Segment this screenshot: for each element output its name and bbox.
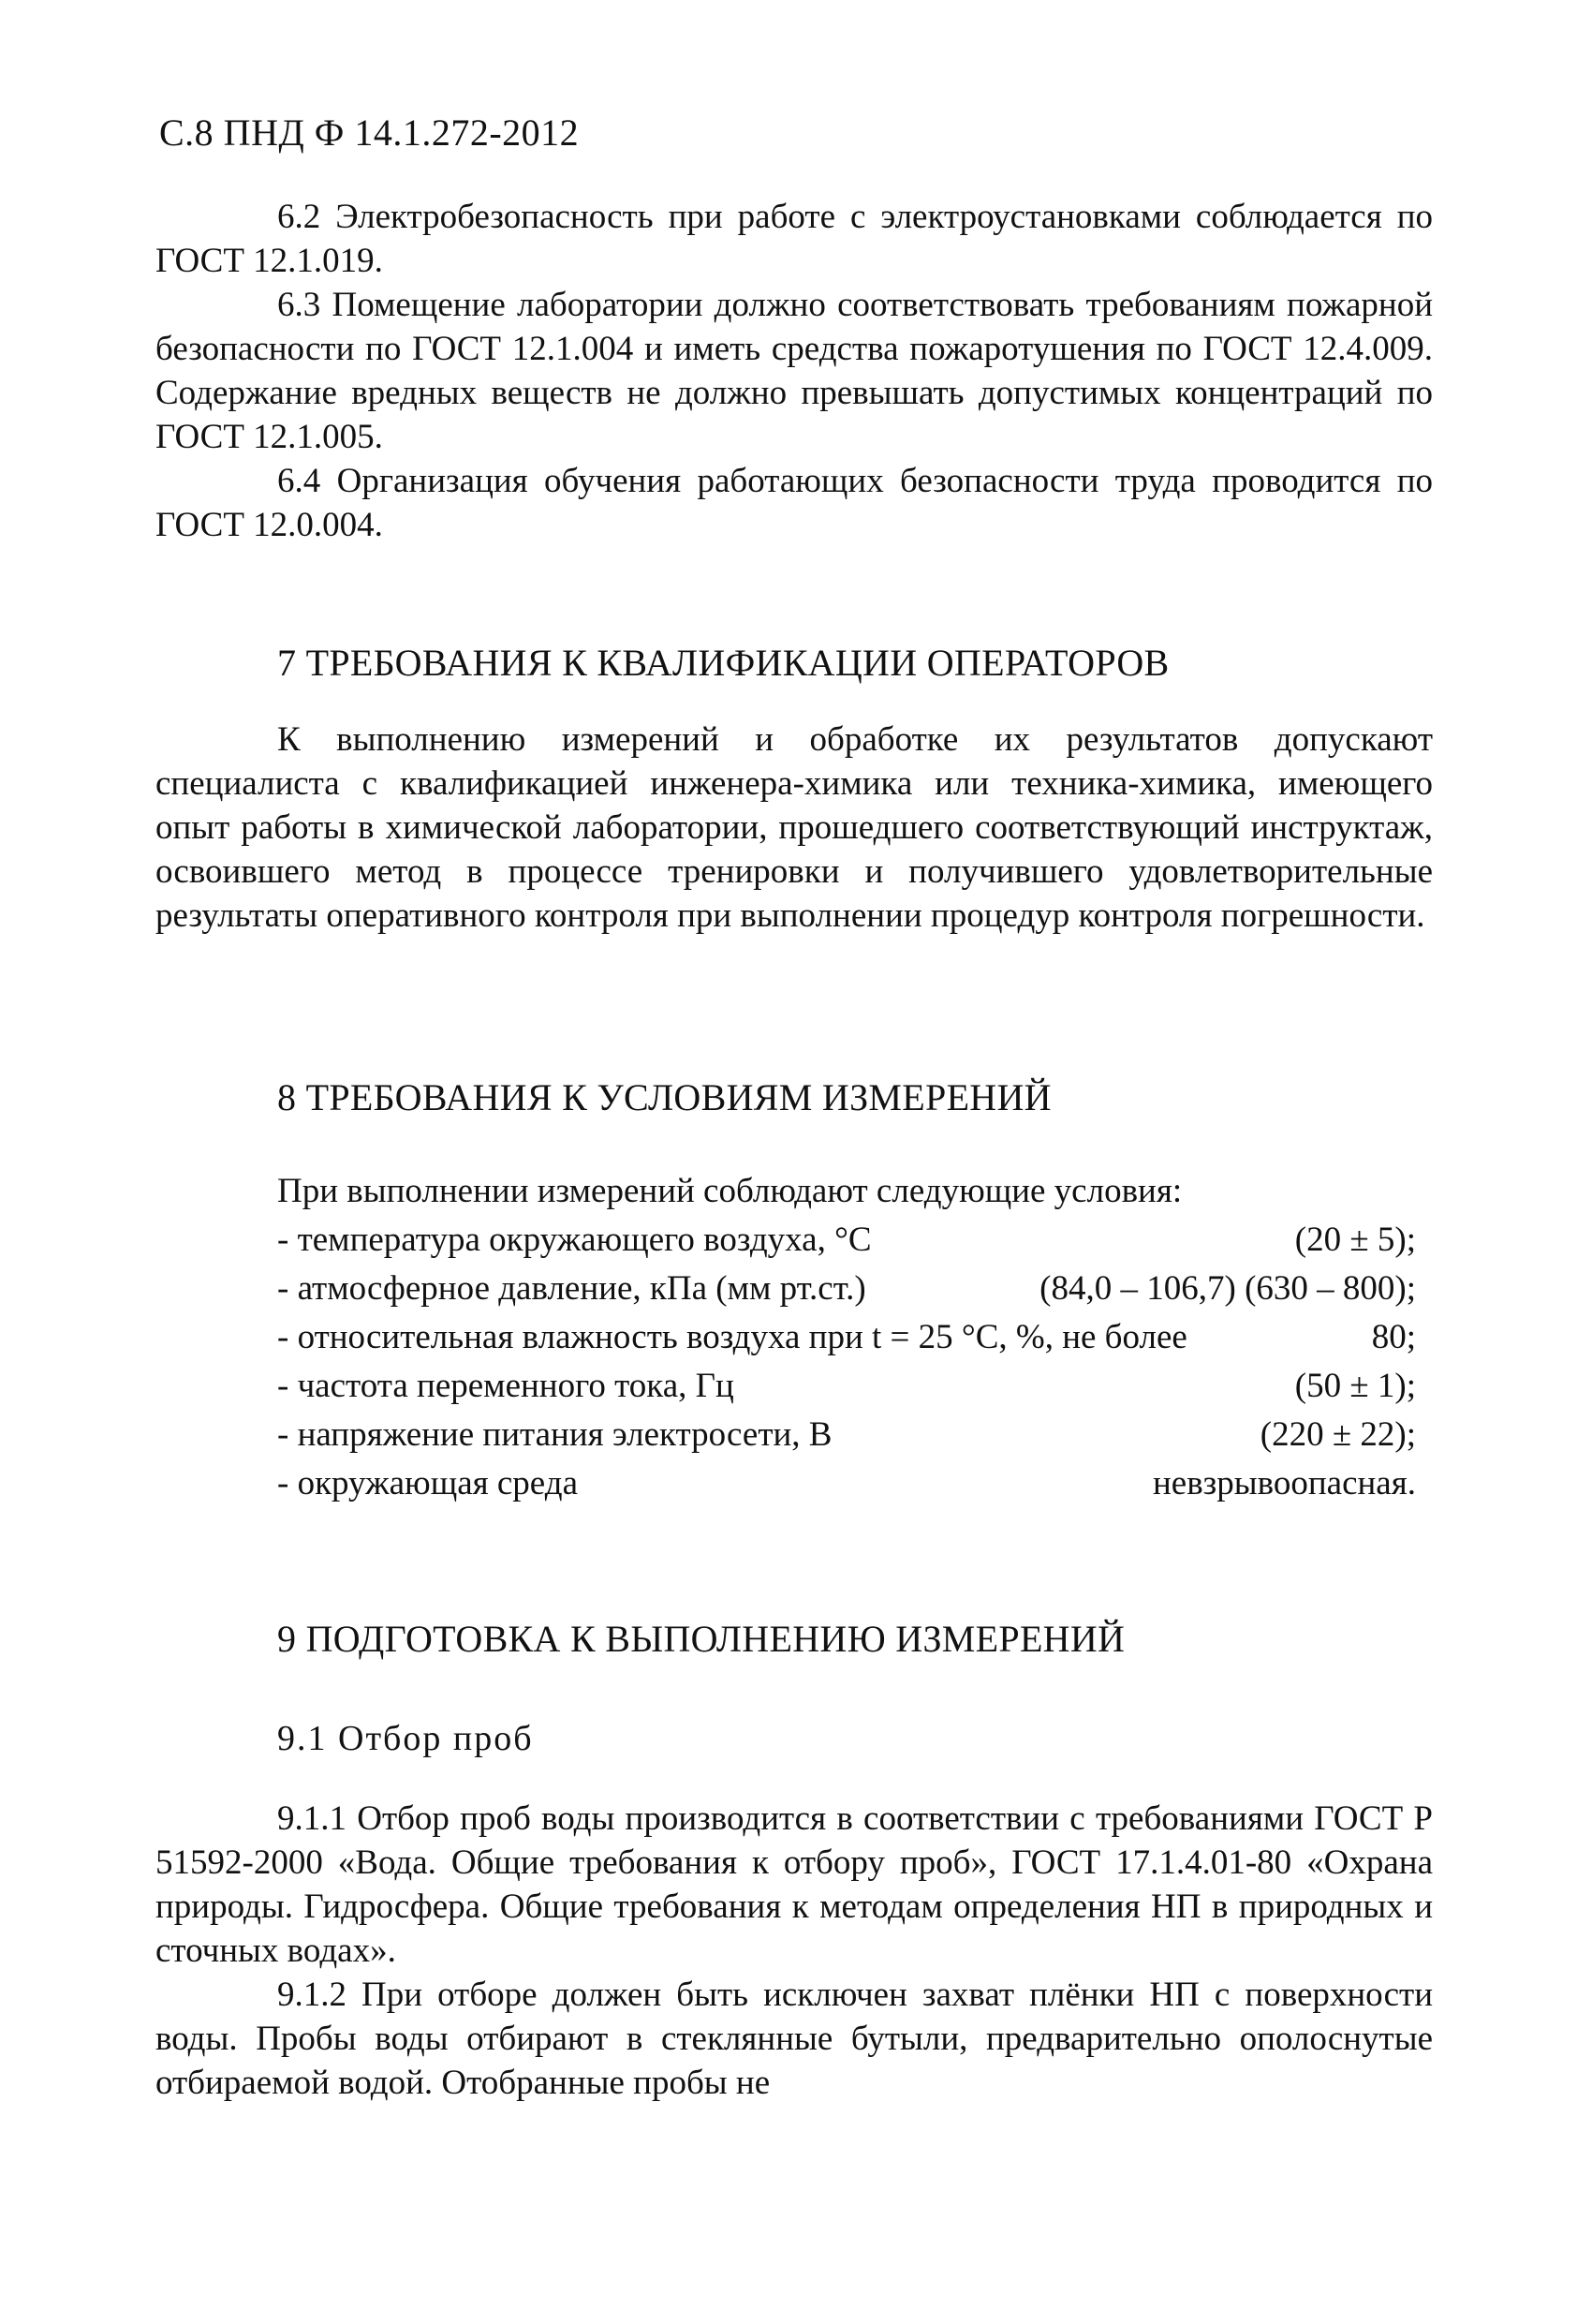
page-header: С.8 ПНД Ф 14.1.272-2012	[159, 111, 580, 154]
condition-label: - окружающая среда	[277, 1464, 578, 1502]
condition-value: 80;	[1371, 1318, 1416, 1356]
condition-value: (20 ± 5);	[1294, 1221, 1416, 1259]
paragraph-6-3: 6.3 Помещение лаборатории должно соответствовать требованиям пожарной безопасности по ГОСТ 12.1.004 и иметь средства пожаротушения по ГОСТ 12.4.009. Содержание вредных веществ не должно превышать допустимых концентраций по ГОСТ 12.1.005.	[155, 286, 1433, 456]
condition-item	[277, 1411, 1416, 1459]
condition-label: - температура окружающего воздуха, °С	[277, 1221, 872, 1259]
paragraph-9-1-2: 9.1.2 При отборе должен быть исключен захват плёнки НП с поверхности воды. Пробы воды отбирают в стеклянные бутыли, предварительно ополоснутые отбираемой водой. Отобранные пробы не	[155, 1976, 1433, 2102]
condition-item	[277, 1216, 1416, 1265]
condition-label: - относительная влажность воздуха при t = 25 °С, %, не более	[277, 1318, 1187, 1356]
section-7-title: 7 ТРЕБОВАНИЯ К КВАЛИФИКАЦИИ ОПЕРАТОРОВ	[277, 642, 1170, 684]
paragraph-7: К выполнению измерений и обработке их результатов допускают специалиста с квалификацией инженера-химика или техника-химика, имеющего опыт работы в химической лаборатории, прошедшего соответствующий инструктаж, освоившего метод в процессе тренировки и получившего удовлетворительные результаты оперативного контроля при выполнении процедур контроля погрешности.	[155, 720, 1433, 935]
condition-value: невзрывоопасная.	[1152, 1464, 1416, 1502]
condition-label: - атмосферное давление, кПа (мм рт.ст.)	[277, 1269, 866, 1308]
subsection-9-1-title: 9.1 Отбор проб	[277, 1719, 534, 1758]
condition-value: (50 ± 1);	[1294, 1367, 1416, 1405]
section-9-title: 9 ПОДГОТОВКА К ВЫПОЛНЕНИЮ ИЗМЕРЕНИЙ	[277, 1618, 1126, 1660]
conditions-intro: При выполнении измерений соблюдают следующие условия:	[277, 1172, 1183, 1210]
paragraph-6-4: 6.4 Организация обучения работающих безопасности труда проводится по ГОСТ 12.0.004.	[155, 462, 1433, 544]
conditions-list	[277, 1216, 1416, 1508]
condition-label: - напряжение питания электросети, В	[277, 1415, 833, 1454]
condition-item	[277, 1459, 1416, 1508]
condition-item	[277, 1313, 1416, 1362]
condition-label: - частота переменного тока, Гц	[277, 1367, 734, 1405]
section-8-title: 8 ТРЕБОВАНИЯ К УСЛОВИЯМ ИЗМЕРЕНИЙ	[277, 1076, 1052, 1118]
condition-value: (220 ± 22);	[1260, 1415, 1416, 1454]
paragraph-9-1-1: 9.1.1 Отбор проб воды производится в соответствии с требованиями ГОСТ Р 51592-2000 «Вода. Общие требования к отбору проб», ГОСТ 17.1.4.01-80 «Охрана природы. Гидросфера. Общие требования к методам определения НП в природных и сточных водах».	[155, 1799, 1433, 1970]
section-7-block	[155, 718, 1433, 938]
section-9-block	[155, 1797, 1433, 2105]
condition-value: (84,0 – 106,7) (630 – 800);	[1039, 1269, 1416, 1308]
condition-item	[277, 1362, 1416, 1411]
section-6-block	[155, 195, 1433, 547]
paragraph-6-2: 6.2 Электробезопасность при работе с электроустановками соблюдается по ГОСТ 12.1.019.	[155, 198, 1433, 280]
condition-item	[277, 1265, 1416, 1313]
